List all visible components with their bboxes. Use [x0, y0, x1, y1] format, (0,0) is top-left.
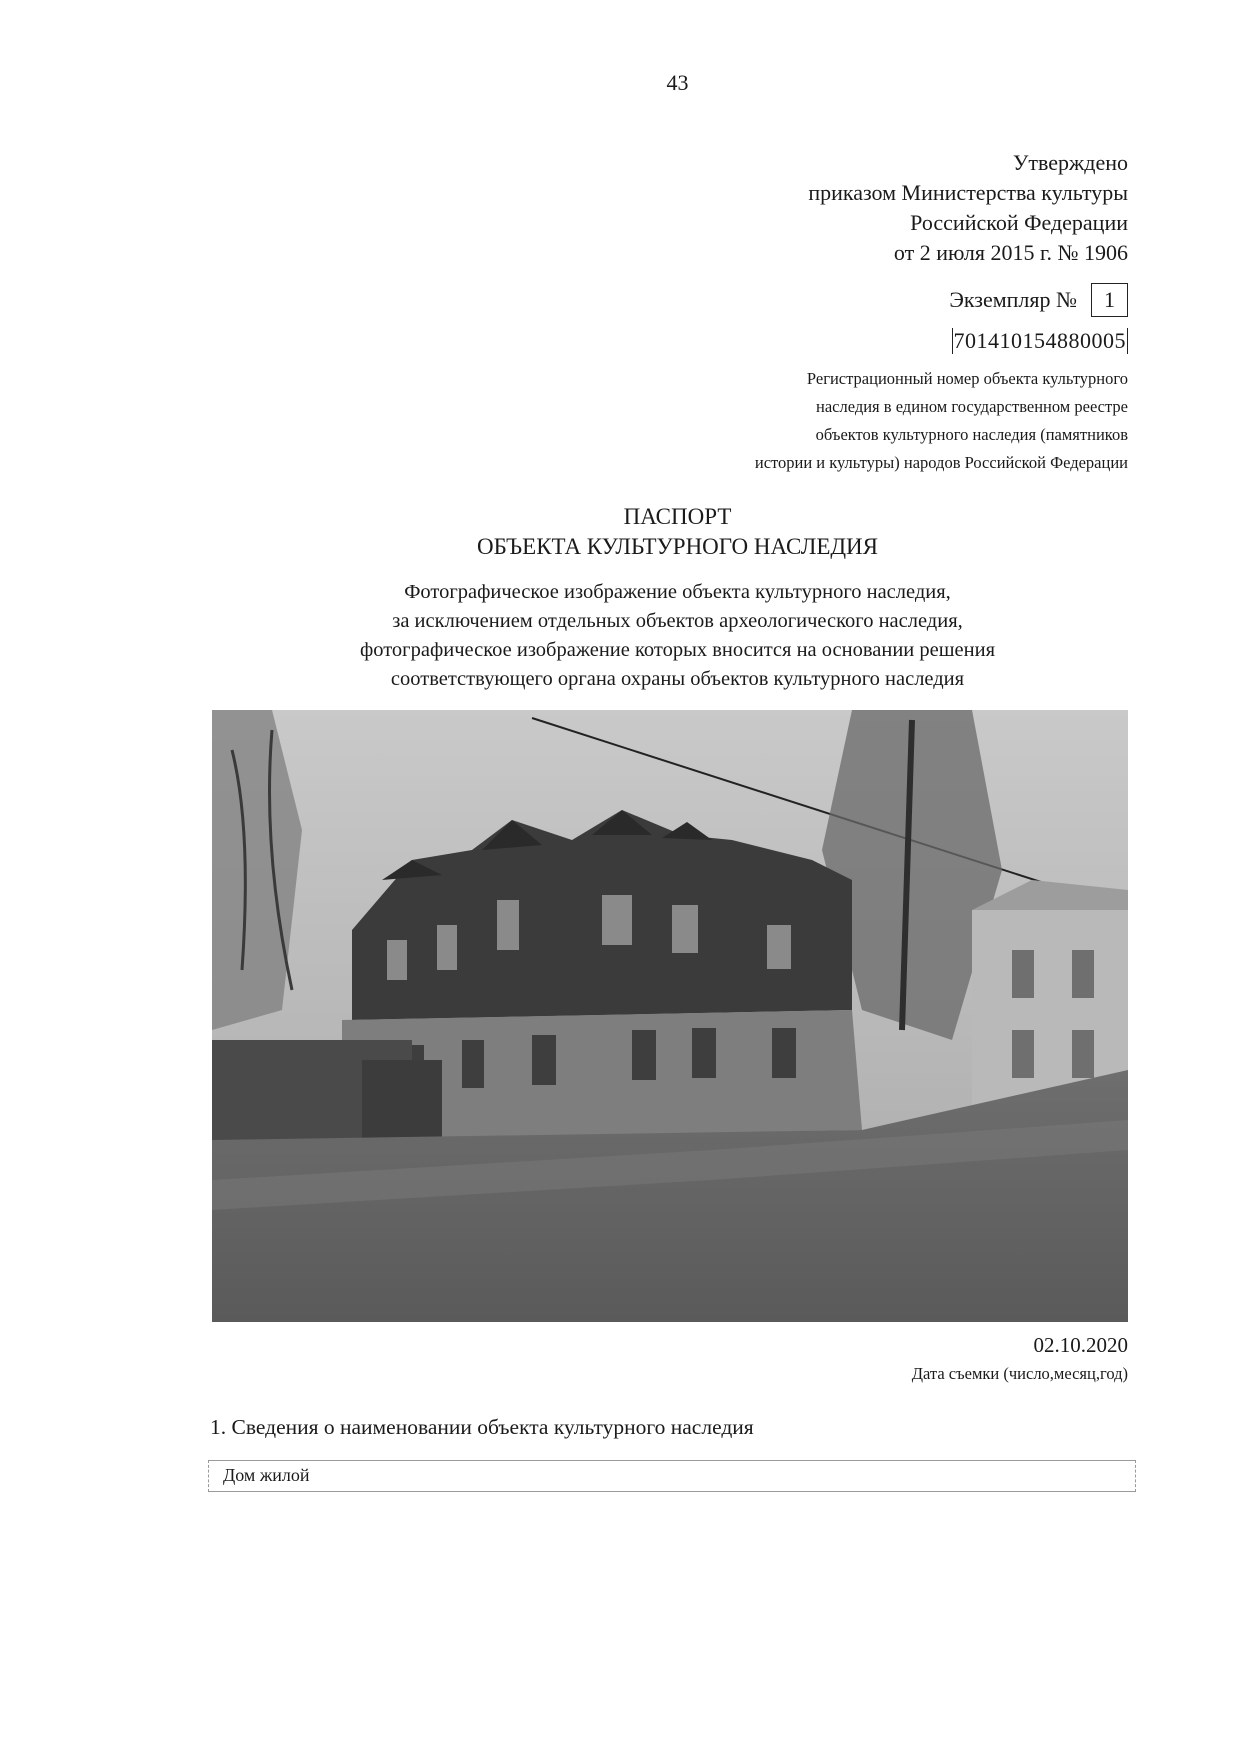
registration-caption-line: Регистрационный номер объекта культурного: [806, 369, 1128, 388]
approval-line: приказом Министерства культуры: [808, 180, 1128, 205]
registration-caption-line: наследия в едином государственном реестре: [816, 397, 1128, 416]
object-name-field: [208, 1460, 1136, 1492]
photo-date: 02.10.2020: [1033, 1333, 1128, 1357]
copy-label: Экземпляр №: [949, 287, 1077, 312]
copy-number-row: [949, 283, 1128, 317]
copy-number-box: 1: [1091, 283, 1128, 317]
object-name-value: Дом жилой: [223, 1465, 310, 1485]
registration-caption: [568, 365, 1128, 477]
registration-caption-line: истории и культуры) народов Российской Федерации: [754, 453, 1128, 472]
page-number: 43: [666, 70, 689, 95]
approval-block: [808, 148, 1128, 268]
subtitle-line: фотографическое изображение которых вносится на основании решения: [359, 639, 995, 661]
subtitle-line: соответствующего органа охраны объектов культурного наследия: [390, 668, 965, 690]
registration-caption-line: объектов культурного наследия (памятников: [815, 425, 1128, 444]
title-line: ПАСПОРТ: [623, 504, 732, 529]
subtitle-line: Фотографическое изображение объекта культурного наследия,: [404, 581, 951, 603]
registration-number: 701410154880005: [953, 328, 1126, 353]
photo-date-caption: Дата съемки (число,месяц,год): [911, 1364, 1128, 1383]
approval-line: от 2 июля 2015 г. № 1906: [893, 240, 1128, 265]
section-heading: 1. Сведения о наименовании объекта культурного наследия: [210, 1415, 754, 1439]
subtitle-line: за исключением отдельных объектов археологического наследия,: [392, 610, 963, 632]
approval-line: Утверждено: [1012, 150, 1128, 175]
building-photo: [212, 710, 1128, 1322]
photo-description: [0, 578, 1240, 694]
approval-line: Российской Федерации: [910, 210, 1128, 235]
title-line: ОБЪЕКТА КУЛЬТУРНОГО НАСЛЕДИЯ: [476, 534, 879, 559]
document-title: [0, 502, 1240, 562]
